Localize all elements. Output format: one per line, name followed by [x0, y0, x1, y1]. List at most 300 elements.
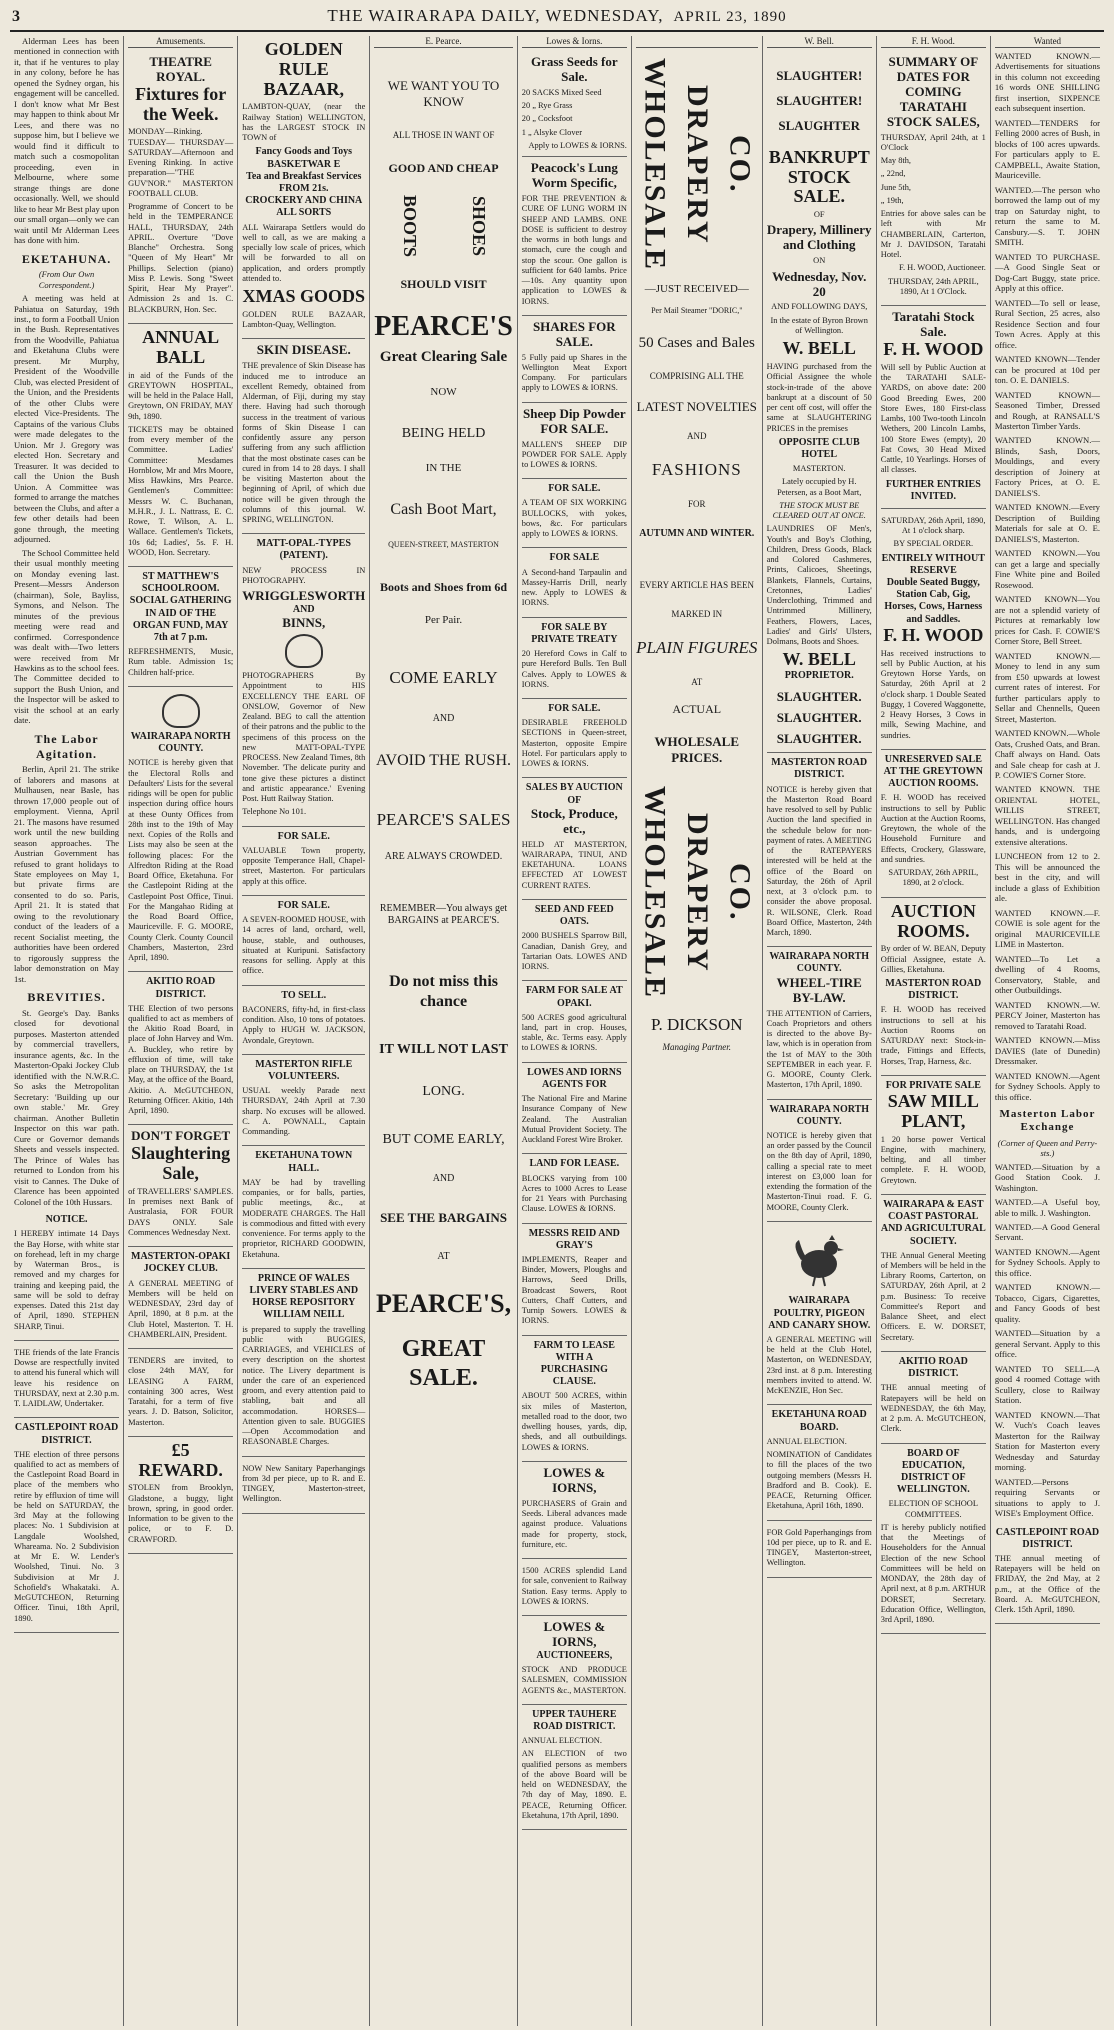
classified-item: WANTED KNOWN—You are not a splendid variety of Pictures at remarkably low prices for Cash. F. COWIE'S Corner Store, Bell Street. — [994, 594, 1100, 647]
ad-line: FOR — [688, 499, 706, 510]
ad-line: ACTUAL — [672, 701, 722, 716]
sawmill-ad — [881, 1076, 986, 1195]
ad-title: LAND FOR LEASE. — [529, 1158, 620, 1170]
classified-item: WANTED KNOWN.—Every Description of Building Materials for sale at O. E. DANIELS'S, Masterton. — [994, 502, 1100, 544]
ad-subtitle: ANNUAL ELECTION. — [521, 1736, 602, 1746]
ad-body: THE Election of two persons qualified to act as members of the Akitio Road Board, in place of John Harvey and Wm. A. Buckley, who retire by effluxion of time, will take place on THURSDAY, the 1st May, at the office of the Board, Akitio. A. McGUTCHEON, Returning Officer. Akitio, 14th April, 1890. — [128, 1003, 234, 1116]
classified-item: WANTED KNOWN—Seasoned Timber, Dressed and Rough, at RANSALL'S Masterton Timber Yards. — [994, 389, 1100, 431]
ad-title: Taratahi Stock Sale. — [892, 309, 975, 340]
column-header: Lowes & Iorns. — [522, 36, 627, 48]
ad-item: CROCKERY AND CHINA — [245, 195, 363, 207]
ad-date: „ 22nd, — [880, 169, 906, 179]
column-1 — [10, 36, 124, 2026]
ad-subtitle: ANNUAL ELECTION. — [766, 1436, 847, 1446]
castlepoint-notice — [995, 1523, 1100, 1625]
bell-bankrupt-ad — [767, 51, 872, 753]
ad-subtitle: Fixtures for the Week. — [135, 83, 227, 124]
column-2 — [124, 36, 238, 2026]
newspaper-title: THE WAIRARAPA DAILY, WEDNESDAY, — [327, 6, 664, 25]
ad-line: SLAUGHTER — [778, 117, 861, 133]
classified-item: WANTED KNOWN.—Whole Oats, Crushed Oats, and Bran. Chaff always on Hand. Oats and Sale cheap for cash at J. P. COWIE'S Corner Store. — [994, 728, 1100, 780]
column-header: E. Pearce. — [374, 36, 512, 48]
ad-line: MARKED IN — [671, 609, 723, 620]
ad-title: FOR SALE. — [548, 703, 601, 714]
ad-title: Grass Seeds for Sale. — [530, 54, 618, 84]
ad-title: FOR PRIVATE SALE — [885, 1079, 981, 1091]
classified-item: WANTED—To sell or lease, Rural Section, 25 acres, also Residence Section and four Town Acres. Apply at this office. — [994, 297, 1100, 350]
ad-body: FOR THE PREVENTION & CURE OF LUNG WORM IN SHEEP AND LAMBS. ONE DOSE is sufficient to destroy the worms in both lungs and stomach, cure the cough and stop the scour. One gallon is sufficient for 640 lambs. Price—10s. Any quantity upon application to LOWES & IORNS. — [521, 194, 627, 306]
grass-seeds-ad — [522, 51, 627, 157]
notice-body: THE election of three persons qualified to act as members of the Castlepoint Road Board in place of the members who retire by effluxion of time will be held on SATURDAY, the 3rd May at the following places: No. 1 Subdivision at Langdale Woolshed, Whareama. No. 2 Subdivision at Mr E. W. Lender's Woolshed, Tinui. No. 3 Subdivision at Mr J. Schofield's Whakataki. A. McGUTCHEON, Returning Officer. Tinui, 18th April, 1890. — [14, 1449, 120, 1623]
ad-title: SALES BY AUCTION OF — [525, 782, 623, 806]
town-hall-ad — [242, 1146, 365, 1268]
ad-body: is prepared to supply the travelling public with BUGGIES, CARRIAGES, and VEHICLES of every description on the shortest notice. The Livery department is under the care of an experienced groom, and every attention paid to stabling, bait and all accommodation. HORSES—Attention given to sale. BUGGIES—Open Accommodation and REASONABLE Charges. — [242, 1324, 366, 1447]
ad-line: BUT COME EARLY, — [382, 1131, 505, 1147]
ad-line: BY SPECIAL ORDER. — [893, 539, 974, 549]
tenders-ad — [128, 1349, 233, 1437]
auctioneers-ad — [522, 1616, 627, 1705]
classified-item: WANTED KNOWN.—Agent for Sydney Schools. Apply to this office. — [994, 1070, 1100, 1102]
ad-body: 1 20 horse power Vertical Engine, with machinery, belting, and all timber complete. F. H. WOOD, Greytown. — [880, 1134, 986, 1185]
volunteers-ad — [242, 1055, 365, 1147]
classified-item: WANTED—Situation by a general Servant. Apply to this office. — [994, 1328, 1100, 1360]
article-paragraph: St. George's Day. Banks closed for devotional purposes. Masterton attended by commercial travellers, insurance agents, &c. In the Masterton-Opaki Jockey Club identified with the N.W.R.C. So asks the Metropolitan Secretary: 'Building up our own stable.' Mr. Grey chairman. Another Bulletin Inspector on this war path. Cure or Governor demands Sheets and vessels inspected. The Prince of Wales has returned to London from his visit to Cannes. The Duke of Clarence has been appointed Colonel of the 10th Hussars. — [14, 1007, 120, 1207]
classified-item: WANTED KNOWN—Tender can be procured at 10d per ton. O. E. DANIELS. — [994, 354, 1100, 386]
ad-line: FASHIONS — [651, 460, 742, 480]
ad-line: MASTERTON. — [792, 464, 846, 474]
ad-body: BACONERS, fifty-hd, in first-class condition. Also, 10 tons of potatoes. Apply to HUGH W. JACKSON, Avondale, Greytown. — [242, 1004, 366, 1045]
ad-title: SKIN DISEASE. — [256, 342, 351, 358]
ad-body: THE annual meeting of Ratepayers will be held on FRIDAY, the 2nd May, at 2 p.m., at the Office of the Board. A. McGUTCHEON, Clerk. 15th April, 1890. — [994, 1553, 1100, 1615]
classified-item: WANTED.—The person who borrowed the lamp out of my trap on Saturday night, to return the same to M. Cansbury.—S. T. JOHN SMITH. — [994, 184, 1100, 248]
ad-body: LAUNDRIES OF Men's, Youth's and Boy's Clothing, Children, Dress Goods, Black and Colored Cashmeres, Prints, Calicoes, Sheetings, Blankets, Flannels, Curtains, Cretonnes, Ladies' Underclothing, Trimmed and Untrimmed Millinery, Feathers, Flowers, Laces, Ladies' and Girls' Ulsters, Dolmans, Boots and Shoes. — [766, 524, 872, 647]
ad-subtitle: in aid of the Funds of the GREYTOWN HOSPITAL, will be held in the Palace Hall, Greytown, ON FRIDAY, MAY 9th, 1890. — [128, 370, 234, 421]
implements-ad — [522, 1224, 627, 1336]
grain-buyers-ad — [522, 1462, 627, 1559]
ad-line: ALL THOSE IN WANT OF — [392, 129, 495, 140]
wholesale-drapery-co-top — [636, 58, 758, 271]
livery-stables-ad — [242, 1269, 365, 1457]
buggy-sale-ad — [881, 509, 986, 750]
ad-body: THE ATTENTION of Carriers, Coach Proprietors and others is directed to the above By-law, which is in operation from the 1st of MAY to the 30th SEPTEMBER in each year. F. G. MOORE, County Clerk. Masterton, 17th April, 1890. — [766, 1008, 872, 1090]
ad-line: SEE THE BARGAINS — [380, 1209, 507, 1225]
column-header: Wanted — [995, 36, 1100, 48]
ad-body: A GENERAL MEETING of Members will be held on WEDNESDAY, 23rd day of April, 1890, at 8 p.m. at the Club Hotel, Masterton. T. H. CHAMBERLAIN, President. — [128, 1278, 234, 1339]
ad-line: Cash Boot Mart, — [390, 501, 497, 519]
ad-date: THURSDAY, April 24th, at 1 O'Clock — [880, 132, 986, 152]
ad-title: LOWES & IORNS, — [543, 1464, 606, 1495]
akitio-notice — [881, 1352, 986, 1444]
section-heading: EKETAHUNA. — [21, 251, 112, 266]
ad-title: LOWES & IORNS, — [543, 1619, 606, 1649]
sections-ad — [522, 699, 627, 778]
ad-line: GOOD AND CHEAP — [388, 160, 499, 175]
classified-item: WANTED—To Let a dwelling of 4 Rooms, Conservatory, Stable, and other Outbuildings. — [994, 953, 1100, 996]
ad-line: Lately occupied by H. Petersen, as a Boot Mart, — [777, 477, 862, 497]
ad-line: SLAUGHTER. — [776, 731, 862, 747]
paperhangings-ad — [242, 1457, 365, 1514]
ad-body: The National Fire and Marine Insurance Company of New Zealand. The Australian Mutual Provident Society. The Auckland Forest Wire Broker. — [521, 1094, 627, 1145]
ad-title: WAIRARAPA & EAST COAST PASTORAL AND AGRICULTURAL SOCIETY. — [880, 1198, 986, 1247]
farm-lease-ad — [522, 1336, 627, 1462]
auction-sales-ad — [522, 778, 627, 900]
ad-line: REMEMBER—You always get BARGAINS at PEARCE'S. — [379, 902, 508, 927]
classified-item: WANTED KNOWN.—You can get a large and specially Fine White pine and Boiled Rosewood. — [994, 548, 1100, 590]
paperhangings-ad — [767, 1521, 872, 1578]
ad-item: Tea and Breakfast Services FROM 21s. — [246, 170, 362, 194]
ad-item: 20 SACKS Mixed Seed — [521, 87, 602, 97]
ad-body: A GENERAL MEETING will be held at the Club Hotel, Masterton, on WEDNESDAY, 23rd inst. at 8 p.m. Interesting members invited to attend. W. McKENZIE, Hon Sec. — [766, 1334, 872, 1396]
ad-line: EVERY ARTICLE HAS BEEN — [639, 580, 754, 591]
classified-item: WANTED—TENDERS for Felling 2000 acres of Bush, in blocks of 100 acres upwards. For particulars apply to E. CAMPBELL, Awaite Station, Mauriceville. — [994, 117, 1100, 181]
ad-line: AVOID THE RUSH. — [376, 751, 512, 769]
ad-line: AND FOLLOWING DAYS, — [771, 302, 868, 312]
ad-body: STOLEN from Brooklyn, Gladstone, a buggy, light brown, spring, in good order. Information to be given to the police, or to F. D. CRAWFORD. — [128, 1483, 234, 1544]
ad-body: HELD AT MASTERTON, WAIRARAPA, TINUI, AND EKETAHUNA. LOANS EFFECTED AT LOWEST CURRENT RATES. — [521, 839, 627, 890]
ad-line: PROPRIETOR. — [784, 670, 854, 682]
ad-line: OF — [813, 210, 825, 220]
ad-line: WHOLESALE — [638, 58, 672, 272]
ad-body: MAY be had by travelling companies, or for balls, parties, public meetings, &c., at MODERATE CHARGES. The Hall is commodious and fitted with every convenience. For terms apply to the proprietor, RICHARD GOODWIN, Eketahuna. — [242, 1177, 366, 1259]
ad-body: NOMINATION of Candidates to fill the places of the two outgoing members (Messrs H. Bradford and B. Cook). E. PEACE, Returning Officer. Eketahuna, April 16th, 1890. — [766, 1450, 872, 1511]
ad-body: USUAL weekly Parade next THURSDAY, 24th April at 7.30 sharp. No excuses will be allowed. C. A. POWNALL, Captain Commanding. — [242, 1086, 366, 1137]
classified-item: WANTED KNOWN.—W. PERCY Joiner, Masterton has removed to Taratahi Road. — [994, 999, 1100, 1031]
ad-title: PRINCE OF WALES LIVERY STABLES AND HORSE REPOSITORY WILLIAM NEILL — [249, 1272, 359, 1321]
ad-title: SEED AND FEED OATS. — [534, 903, 614, 928]
ad-line: QUEEN-STREET, MASTERTON — [388, 539, 499, 549]
column-8 — [877, 36, 991, 2026]
ad-title: WAIRARAPA NORTH COUNTY. — [769, 1103, 870, 1127]
classified-item: WANTED KNOWN.—Blinds, Sash, Doors, Mouldings, and every description of Joinery at Factory Prices, at O. E. DANIELS'S. — [994, 435, 1100, 498]
ad-line: COME EARLY — [389, 667, 498, 687]
wheel-tire-notice — [767, 947, 872, 1099]
ad-line: AND — [432, 1172, 455, 1184]
ad-subtitle: WHEEL-TIRE BY-LAW. — [776, 974, 862, 1005]
ad-subtitle: Slaughtering Sale, — [131, 1143, 231, 1184]
farm-sale-ad — [522, 981, 627, 1062]
auction-rooms-ad — [881, 750, 986, 898]
ad-line: COMPRISING ALL THE — [649, 370, 744, 381]
column-header: Amusements. — [128, 36, 233, 48]
ad-line: In the estate of Byron Brown of Wellington. — [770, 315, 868, 335]
ad-subtitle: SAW MILL PLANT, — [887, 1091, 979, 1131]
ad-body: A TEAM OF SIX WORKING BULLOCKS, with yokes, bows, &c. For particulars apply to LOWES & IORNS. — [521, 498, 627, 539]
classified-item: WANTED KNOWN. THE ORIENTAL HOTEL, WILLIS STREET, WELLINGTON. Has changed hands, and is undergoing extensive alterations. — [994, 784, 1100, 847]
notice-title: NOTICE. — [45, 1214, 88, 1226]
ad-title: LOWES AND IORNS AGENTS FOR — [527, 1066, 622, 1090]
labor-list — [995, 1162, 1100, 1519]
classified-item: WANTED KNOWN.—F. COWIE is sole agent for the original MAURICEVILLE LIME in Masterton. — [994, 907, 1100, 950]
ad-line: CO. — [723, 135, 757, 194]
ad-line: IN THE — [425, 461, 462, 474]
ad-body: STOCK AND PRODUCE SALESMEN, COMMISSION AGENTS &c., MASTERTON. — [521, 1665, 627, 1695]
issue-date: APRIL 23, 1890 — [673, 9, 787, 25]
poultry-show-ad — [767, 1222, 872, 1406]
classified-item: WANTED.—Persons requiring Servants or situations to apply to J. WISE's Employment Office. — [994, 1476, 1100, 1519]
pastoral-society-ad — [881, 1195, 986, 1352]
ad-title: AKITIO ROAD DISTRICT. — [146, 976, 216, 1000]
column-header — [636, 36, 758, 48]
county-rate-notice — [767, 1100, 872, 1222]
ad-date: THURSDAY, 24th APRIL, 1890, At 1 O'Clock. — [887, 276, 979, 296]
ad-title: SUMMARY OF DATES FOR COMING TARATAHI STOCK SALES, — [886, 54, 980, 129]
ad-title: Sheep Dip Powder FOR SALE. — [523, 405, 626, 436]
ad-body: VALUABLE Town property, opposite Temperance Hall, Chapel-street, Masterton. For particulars apply at this office. — [242, 845, 366, 886]
ad-signature: F. H. WOOD, Auctioneer. — [899, 263, 986, 273]
ad-title: TO SELL. — [281, 989, 327, 1001]
ad-body: F. H. WOOD has received instructions to sell by Public Auction at the Auction Rooms, Greytown, the whole of the Household Furniture and Effects, Crockery, Glassware, and sundries. — [880, 793, 986, 864]
ad-body: NOTICE is hereby given that the Electoral Rolls and Defaulters' Lists for the several ridings will be open for public inspection during office hours at these Ounty Offices from 28th inst to the 19th of May next. Copies of the Rolls and Lists may also be seen at the following places: For the Alfredton Riding at the Road Board Office, Eketahuna. For the Castlepoint Riding at the Castlepoint Post Office, Tinui. For the Mangahao Riding at the Road Board Office, Mauriceville. F. G. MOORE, County Clerk. County Council Chambers, Masterton, 23rd April, 1890. — [128, 758, 234, 963]
column-7 — [763, 36, 877, 2026]
ad-title: WAIRARAPA NORTH COUNTY. — [130, 730, 231, 755]
ad-line: 50 Cases and Bales — [638, 335, 755, 352]
ad-line: PLAIN FIGURES — [636, 638, 758, 658]
ad-body: 2000 BUSHELS Sparrow Bill, Canadian, Danish Grey, and Tartarian Oats. LOWES AND IORNS. — [521, 931, 627, 972]
section-heading: The Labor Agitation. — [34, 731, 99, 761]
auction-rooms-ad — [881, 898, 986, 1076]
ad-line: WHOLESALE — [638, 786, 672, 1000]
ad-body: NOTICE is hereby given that an order passed by the Council on the 8th day of April, 1890, calling a special rate to meet interest on £3,000 loan for extending the formation of the Masterton-Tinui road. F. G. MOORE, County Clerk. — [766, 1130, 872, 1212]
ad-body: LAMBTON-QUAY, (near the Railway Station) WELLINGTON, has the LARGEST STOCK IN TOWN of — [242, 102, 366, 143]
ad-title: EKETAHUNA ROAD BOARD. — [771, 1409, 867, 1433]
ad-line: LATEST NOVELTIES — [636, 399, 757, 415]
ad-title: FOR SALE — [549, 552, 600, 564]
ad-title: MESSRS REID AND GRAY'S — [528, 1227, 620, 1251]
page-number: 3 — [12, 8, 20, 25]
ad-body: F. H. WOOD has received instructions to sell at his Auction Rooms on SATURDAY next: Stock-in-trade, Fittings and Effects, Horses, Trap, Harness, &c. — [880, 1005, 986, 1066]
ad-body: THE prevalence of Skin Disease has induced me to introduce an excellent Remedy, obtained from Alderman, of Fiji, during my stay there. Having had such thorough success in the treatment of various forms of Skin Disease I can confidently assure any person suffering from any such affliction that the most obstinate cases can be cured in from 14 to 28 days. I shall be visiting Masterton about the beginning of April, of which due notice will be given through the columns of this journal. W. SPRING, WELLINGTON. — [242, 361, 366, 524]
ad-name: F. H. WOOD — [883, 339, 984, 360]
ad-body: AN ELECTION of two qualified persons as members of the above Board will be held on WEDNESDAY, the 7th day of May, 1890. E. PEACE, Returning Officer. Eketahuna, 17th April, 1890. — [521, 1749, 627, 1820]
ad-title: MATT-OPAL-TYPES (PATENT). — [256, 538, 351, 562]
ad-body: 5 Fully paid up Shares in the Wellington Meat Export Company. For particulars apply to LOWES & IORNS. — [521, 352, 627, 393]
ad-body: Programme of Concert to be held in the TEMPERANCE HALL, THURSDAY, 24th APRIL. Overture "Dove Blanche" Orchestra. Song "Queen of My Heart" Mr Phillips. Selection (piano) Miss P. Lewis. Song "Sweet Spirit, Hear My Prayer". Admission 2s and 1s. C. BLACKBURN, Hon. Sec. — [128, 202, 234, 314]
oats-ad — [522, 900, 627, 981]
ad-line: SHOES — [469, 196, 490, 257]
ad-subtitle: ELECTION OF SCHOOL COMMITTEES. — [888, 1499, 978, 1519]
for-sale-ad — [242, 896, 365, 986]
ad-line: WHOLESALE PRICES. — [654, 734, 740, 766]
slaughtering-sale-ad — [128, 1125, 233, 1247]
ad-body: PURCHASERS of Grain and Seeds. Liberal advances made against produce. Valuations made for property, stock, furniture, etc. — [521, 1498, 627, 1549]
ad-title: UNRESERVED SALE AT THE GREYTOWN AUCTION ROOMS. — [883, 753, 983, 790]
notice-title: CASTLEPOINT ROAD DISTRICT. — [14, 1422, 119, 1446]
ad-body: HAVING purchased from the Official Assignee the whole stock-in-trade of the above bankrupt at a discount of 50 per cent off cost, will offer the same at SLAUGHTERING PRICES in the premises — [766, 362, 872, 433]
classified-item: LUNCHEON from 12 to 2. This will be announced the best in the city, and will include a glass of Exhibition ale. — [994, 851, 1100, 904]
ad-body: THE annual meeting of Ratepayers will be held on WEDNESDAY, the 6th May, at 2 p.m. A. McGUTCHEON, Clerk. — [880, 1383, 986, 1434]
ad-name: W. BELL — [782, 338, 856, 359]
funeral-notice — [14, 1341, 119, 1419]
ad-body: NOTICE is hereby given that the Masterton Road Board have resolved to sell by Public Auction the land specified in the schedule below for non-payment of rates. A MEETING of the RATEPAYERS interested will be held at the office of the Board on Saturday, the 26th of April next, at 3 o'clock p.m. to consider the above proposal. R. WILSONE, Clerk. Road Board Office, Masterton, 24th March, 1890. — [766, 784, 872, 938]
bazaar-ad — [242, 36, 365, 339]
classified-item: WANTED KNOWN.—Miss DAVIES (late of Dunedin) Dressmaker. — [994, 1035, 1100, 1067]
ad-title: MASTERTON RIFLE VOLUNTEERS. — [255, 1058, 353, 1082]
ad-item: BASKETWAR E — [267, 158, 341, 170]
ad-body: Has received instructions to sell by Public Auction, at his Greytown Horse Yards, on Saturday, 26th April at 2 o'clock sharp. 1 Double Seated Buggy, 1 Covered Waggonette, 2 Heavy Horses, 3 Cows in milk, Sewing Machine, and sundries. — [880, 648, 986, 740]
drill-ad — [522, 548, 627, 617]
ad-line: SLAUGHTER! — [776, 68, 863, 83]
ad-body: MONDAY—Rinking. TUESDAY— THURSDAY— SATURDAY—Afternoon and Evening Rinking. In active preparation—"THE GUV'NOR." MASTERTON FOOTBALL CLUB. — [128, 127, 234, 198]
classified-item: WANTED TO PURCHASE.—A Good Single Seat or Dog-Cart Buggy, state price. Apply at this office. — [994, 251, 1100, 294]
ad-line: SHOULD VISIT — [400, 277, 487, 292]
ad-item: 20 „ Cocksfoot — [521, 114, 573, 124]
column-4 — [370, 36, 517, 2026]
masterton-road-notice — [767, 753, 872, 947]
boots-shoes-row — [374, 195, 512, 257]
ad-item: Fancy Goods and Toys — [255, 146, 352, 158]
lead-paragraph: Alderman Lees has been mentioned in connection with it, that if he ventures to play in any colony, before he has opened the Sydney organ, his engagement will be cancelled. I don't know what Mr Best may happen to think about Mr Lees, and there was no suppose him, but I believe we would find it difficult to match such a cosmopolitan proceeding, even in Melbourne, where some strange things are done occasionally. Well, we should like to hear Mr Best play upon our small organ—only we can wait until Mr Alderman Lees has done with him. — [14, 36, 120, 246]
ad-name: AND — [292, 604, 315, 616]
labor-exchange-subtitle: (Corner of Queen and Perry-sts.) — [997, 1137, 1098, 1159]
ad-date: SATURDAY, 26th April, 1890, At 1 o'clock sharp. — [881, 515, 986, 536]
ad-line: THE STOCK MUST BE CLEARED OUT AT ONCE. — [772, 500, 866, 521]
ad-line: DRAPERY — [681, 84, 715, 245]
cows-ad — [522, 618, 627, 699]
ad-name: W. BELL — [782, 649, 856, 670]
tauhere-notice — [522, 1705, 627, 1830]
ad-title: EKETAHUNA TOWN HALL. — [255, 1150, 353, 1174]
ad-title: AKITIO ROAD DISTRICT. — [898, 1355, 968, 1380]
ad-body: THE Annual General Meeting of Members will be held in the Library Rooms, Carterton, on SATURDAY, 26th April, at 2 p.m. Business: To receive Committee's Report and Balance Sheet, and elect Officers. E. W. DORSET, Secretary. — [880, 1250, 986, 1342]
ad-line: IT WILL NOT LAST — [379, 1042, 508, 1058]
sheep-dip-ad — [522, 403, 627, 480]
column-3 — [238, 36, 370, 2026]
classified-item: WANTED.—A Useful boy, able to milk. J. Washington. — [994, 1197, 1100, 1218]
ad-title: DON'T FORGET — [131, 1128, 231, 1144]
ad-body: PHOTOGRAPHERS By Appointment to HIS EXCELLENCY THE EARL OF ONSLOW, Governor of New Zealand. BEG to call the attention of their patrons and the public to the specimens of this process on the new MATT-OPAL-TYPE PROCESS. New Zealand Times, 8th November. 'The delicate purity and tone give these pictures a distinct and artistic appearance.' Evening Post. Hutt Railway Station. — [242, 671, 366, 804]
ad-title: £5 REWARD. — [138, 1439, 223, 1480]
ad-date: June 5th, — [880, 182, 912, 192]
classified-item: WANTED KNOWN.—Advertisements for situations in this column not exceeding 16 words ONE SHILLING first insertion, SIXPENCE each subsequent insertion. — [994, 51, 1100, 114]
ad-line: ARE ALWAYS CROWDED. — [384, 850, 503, 862]
ad-title: SHARES FOR SALE. — [532, 318, 616, 349]
wanted-list — [995, 51, 1100, 1102]
ad-line: NOW — [430, 386, 457, 399]
labor-exchange-title: Masterton Labor Exchange — [999, 1108, 1096, 1134]
land-sale-ad — [522, 1559, 627, 1616]
ad-line: AND — [432, 713, 455, 725]
ad-subtitle: MASTERTON ROAD DISTRICT. — [885, 978, 982, 1002]
ad-title: ENTIRELY WITHOUT RESERVE — [881, 552, 985, 576]
ad-body: ABOUT 500 ACRES, within six miles of Masterton, metalled road to the door, two dwelling houses, yards, dip, sheds, and all outbuildings. LOWES & IORNS. — [521, 1391, 627, 1452]
ad-line: PEARCE'S — [374, 310, 513, 342]
ad-title: FOR SALE. — [277, 899, 330, 911]
eketahuna-road-notice — [767, 1405, 872, 1520]
ad-name: WRIGGLESWORTH — [242, 588, 366, 604]
classified-item: WANTED.—A Good General Servant. — [994, 1222, 1100, 1243]
ad-date: „ 19th, — [880, 195, 904, 205]
ad-line: WE WANT YOU TO KNOW — [387, 78, 500, 109]
ad-line: BEING HELD — [401, 425, 486, 441]
ad-body: A Second-hand Tarpaulin and Massey-Harris Drill, nearly new. Apply to LOWES & IORNS. — [521, 567, 627, 608]
ad-title: MASTERTON ROAD DISTRICT. — [771, 757, 868, 781]
ad-body: By order of W. BEAN, Deputy Official Assignee, estate A. Gillies, Eketahuna. — [880, 944, 986, 974]
education-board-notice — [881, 1444, 986, 1635]
article-paragraph: A meeting was held at Pahiatua on Saturday, 19th inst., to form a Football Union in the Bush. Representatives from the Woodville, Pahiatua and Eketahuna Clubs were present. Mr Murphy, President of the Woodville Club, was elected President of the Union, and the Presidents of the other Clubs were elected Vice-Presidents. The Captains of the various Clubs were made delegates to the Union. Mr J. Gregory was elected Hon. Secretary and Treasurer. It was decided to call the Union the Bush Union. A Committee was formed to arrange the matches between the Clubs, and after a few other details had been gone through, the meeting adjourned. — [14, 293, 120, 545]
article-paragraph: The School Committee held their usual monthly meeting on Monday evening last. Present—Messrs Anderson (chairman), Sole, Bayliss, Symons, and Nelson. The minutes of the previous meeting were read and confirmed. Correspondence was dealt with—Two letters were received from Mr Hawkins as to the school fees. The Committee decided to support the Bush Union, and the Inspector will be asked to visit the school at an early date. — [14, 547, 120, 726]
ad-footer: Apply to LOWES & IORNS. — [528, 140, 627, 150]
column-9 — [991, 36, 1104, 2026]
ad-subtitle: SOCIAL GATHERING IN AID OF THE ORGAN FUND, MAY 7th at 7 p.m. — [129, 595, 232, 643]
reward-ad — [128, 1437, 233, 1554]
ad-line: SLAUGHTER. — [776, 710, 862, 726]
ball-ad — [128, 324, 233, 567]
ad-name: F. H. WOOD — [883, 624, 984, 645]
land-lease-ad — [522, 1154, 627, 1223]
ad-subtitle: Drapery, Millinery and Clothing — [766, 222, 872, 253]
ad-body: ALL Wairarapa Settlers would do well to call, as we are making a specially low scale of prices, which will be forwarded to all on application, and orders promptly attended to. — [242, 222, 366, 283]
ad-body: Will sell by Public Auction at the TARATAHI SALE-YARDS, on above date: 200 Good Breeding Ewes, 200 Store Ewes, 180 First-class Lambs, 100 Two-tooth Lincoln Wethers, 200 Lincoln Lambs, 100 Store Ewes (empty), 20 Fat Cows, 30 Head Mixed Cattle, 10 Yearlings. Horses of all classes. — [880, 362, 986, 475]
ad-line: BOOTS — [399, 195, 420, 258]
ad-title: FARM TO LEASE WITH A PURCHASING CLAUSE. — [533, 1339, 615, 1388]
ad-line: Do not miss this chance — [389, 973, 498, 1010]
ad-body: FOR Gold Paperhangings from 10d per piece, up to R. and E. TINGEY, Masterton-street, Wellington. — [766, 1527, 872, 1568]
coat-of-arms-icon — [162, 694, 200, 728]
road-district-notice — [14, 1418, 119, 1633]
ad-item: 20 „ Rye Grass — [521, 101, 573, 111]
ad-footer: Telephone No 101. — [242, 807, 307, 817]
ad-line: PEARCE'S SALES — [376, 810, 511, 830]
column-header: W. Bell. — [767, 36, 872, 48]
stock-sales-summary-ad — [881, 51, 986, 306]
ad-body: IMPLEMENTS, Reaper and Binder, Mowers, Ploughs and Harrows, Seed Drills, Broadcast Sowers, Root Cutters, Chaff Cutters, and Turnip Sowers. LOWES & IORNS. — [521, 1254, 627, 1326]
to-sell-ad — [242, 986, 365, 1055]
ad-line: AND — [687, 431, 707, 442]
ad-line: CO. — [723, 863, 757, 922]
ad-title: THEATRE ROYAL. — [149, 54, 212, 84]
section-heading: BREVITIES. — [27, 990, 106, 1005]
ad-body: 500 ACRES good agricultural land, part in crop. Houses, stable, &c. Terms easy. Apply to LOWES & IORNS. — [521, 1012, 627, 1053]
ad-line: Per Mail Steamer "DORIC," — [651, 306, 743, 316]
ad-name: BINNS, — [282, 615, 326, 631]
ad-title: CASTLEPOINT ROAD DISTRICT. — [995, 1526, 1100, 1550]
ad-line: Managing Partner. — [662, 1041, 732, 1052]
ad-item: ALL SORTS — [276, 207, 332, 219]
ad-body: IT is hereby publicly notified that the Meetings of Householders for the Annual Election of the new School Committees will be held on MONDAY, the 28th day of April next, at 8 p.m. ARTHUR DORSET, Secretary. Education Office, Wellington, 3rd April, 1890. — [880, 1522, 986, 1625]
ad-body: Entries for above sales can be left with Mr CHAMBERLAIN, Carterton, Mr J. DAVIDSON, Taratahi Hotel. — [880, 209, 986, 260]
ad-line: OPPOSITE CLUB HOTEL — [778, 436, 860, 460]
photographer-ad — [242, 534, 365, 826]
ad-title: Peacock's Lung Worm Specific, — [530, 160, 618, 191]
ad-footer: FURTHER ENTRIES INVITED. — [885, 478, 981, 502]
taratahi-sale-ad — [881, 306, 986, 509]
ad-line: GREAT SALE. — [401, 1335, 486, 1391]
masthead — [10, 6, 1104, 32]
lung-worm-ad — [522, 157, 627, 316]
ad-title: ST MATTHEW'S SCHOOLROOM. — [141, 571, 220, 595]
ad-line: P. DICKSON — [650, 1015, 743, 1035]
wholesale-drapery-co-bottom — [636, 786, 758, 999]
ad-title: GOLDEN RULE — [264, 39, 343, 79]
ad-line: AT — [691, 676, 703, 687]
ad-heading: XMAS GOODS — [242, 286, 366, 307]
ad-title: FARM FOR SALE AT OPAKI. — [526, 985, 623, 1009]
ad-body: DESIRABLE FREEHOLD SECTIONS in Queen-street, Masterton, opposite Empire Hotel. For particulars apply to LOWES & IORNS. — [521, 718, 627, 769]
social-ad — [128, 567, 233, 687]
theatre-ad — [128, 51, 233, 324]
ad-line: PEARCE'S, — [375, 1288, 512, 1318]
classified-item: WANTED.—Situation by a Good Station Cook. J. Washington. — [994, 1161, 1100, 1193]
ad-subtitle: Stock, Produce, etc., — [530, 805, 618, 836]
article-paragraph: Berlin, April 21. The strike of laborers and masons at Mulhausen, near Basle, has thrown 17,000 people out of employment. Vienna, April 21. The masons have resumed work until the new building season approaches. The Austrian Government has refused to grant holidays to State employees on May 1, but private firms are consented to do so. Paris, April 21. It is stated that owing to the revolutionary conduct of the leaders of a recent Socialist meeting, the authorities have been ordered to rigorously suppress the labor demonstration on May 1st. — [14, 764, 120, 984]
shares-ad — [522, 316, 627, 403]
jockey-club-ad — [128, 1247, 233, 1349]
classified-item: WANTED KNOWN.—That W. Vuch's Coach leaves Masterton for the Railway Station for Masterton every Wednesday and Saturday morning. — [994, 1409, 1100, 1473]
skin-disease-ad — [242, 339, 365, 534]
ad-body: A SEVEN-ROOMED HOUSE, with 14 acres of land, orchard, well, house, stable, and outhouses, situated at Kuripuni. Satisfactory reasons for selling. Apply at this office. — [242, 915, 366, 976]
ad-title: FOR SALE BY PRIVATE TREATY — [531, 621, 618, 645]
ad-title: ANNUAL BALL — [142, 326, 220, 367]
